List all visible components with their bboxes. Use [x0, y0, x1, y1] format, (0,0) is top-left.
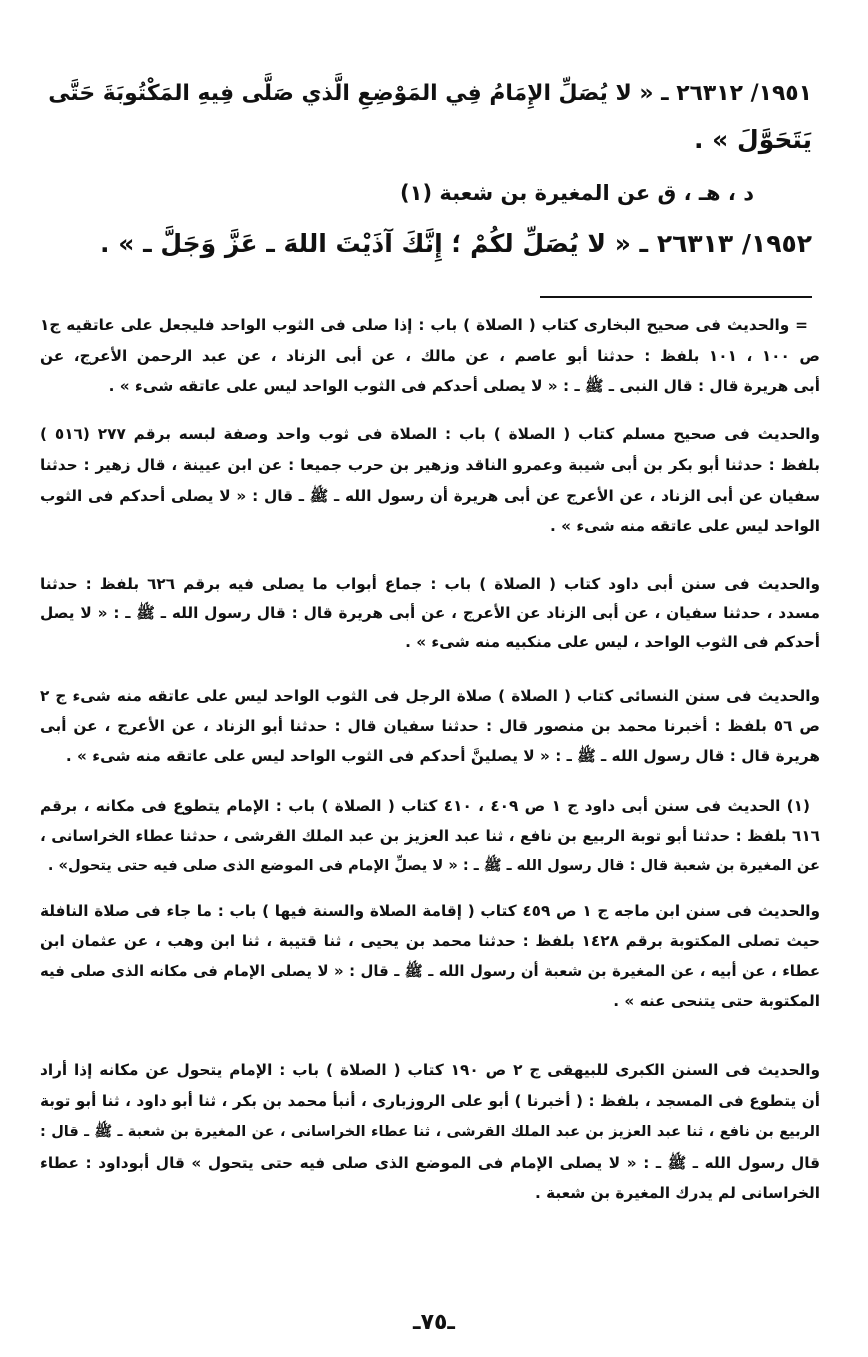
footnote-line: عن المغيرة بن شعبة قال : قال رسول الله ـ ﷺ ـ : « لا يصلِّ الإمام فى الموضع الذى صلى فيه حتى يتحول» . — [47, 857, 820, 874]
footnote-line: الخراسانى لم يدرك المغيرة بن شعبة . — [534, 1184, 820, 1202]
footnote-line: والحديث فى سنن أبى داود كتاب ( الصلاة ) باب : جماع أبواب ما يصلى فيه برقم ٦٢٦ بلفظ : حدثنا — [40, 575, 820, 593]
footnote-line: ٦١٦ بلفظ : حدثنا أبو توبة الربيع بن نافع ، ثنا عبد العزيز بن عبد الملك القرشى ، حدثنا عطاء الخراسانى ، — [40, 827, 820, 845]
footnote-line: والحديث فى سنن النسائى كتاب ( الصلاة ) صلاة الرجل فى الثوب الواحد ليس على عاتقه منه شىء ج ٢ — [40, 687, 820, 705]
footnote-line: عطاء ، عن أبيه ، عن المغيرة بن شعبة أن رسول الله ـ ﷺ ـ قال : « لا يصلى الإمام فى مكانه الذى صلى فيه — [40, 962, 820, 980]
footnote-line: هريرة قال : قال رسول الله ـ ﷺ ـ : « لا يصلينَّ أحدكم فى الثوب الواحد ليس على عاتقه منه شىء » . — [65, 747, 820, 765]
footnote-line: (١) الحديث فى سنن أبى داود ج ١ ص ٤٠٩ ، ٤١٠ كتاب ( الصلاة ) باب : الإمام يتطوع فى مكانه ، برقم — [40, 797, 810, 815]
footnote-line: ص ٥٦ بلفظ : أخبرنا محمد بن منصور قال : حدثنا سفيان قال : حدثنا أبو الزناد ، عن الأعرج ، عن أبى — [40, 717, 820, 735]
footnote-line: والحديث فى صحيح مسلم كتاب ( الصلاة ) باب : الصلاة فى ثوب واحد وصفة لبسه برقم ٢٧٧ (٥١٦ ) — [40, 425, 820, 443]
hadith-1951-line-1: ١٩٥١/ ٢٦٣١٢ ـ « لا يُصَلِّ الإِمَامُ فِي المَوْضِعِ الَّذي صَلَّى فِيهِ المَكْتُوبَةَ حَتَّى — [48, 81, 812, 106]
footnote-line: = والحديث فى صحيح البخارى كتاب ( الصلاة ) باب : إذا صلى فى الثوب الواحد فليجعل على عاتقيه ج١ — [40, 316, 808, 334]
footnote-separator — [540, 296, 812, 298]
footnote-line: أن يتطوع فى المسجد ، بلفظ : ( أخبرنا ) أبو على الروزبارى ، أنبأ محمد بن بكر ، ثنا أبو داود ، ثنا أبو توبة — [40, 1092, 820, 1110]
hadith-1952: ١٩٥٢/ ٢٦٣١٣ ـ « لا يُصَلِّ لكُمْ ؛ إِنَّكَ آذَيْتَ اللهَ ـ عَزَّ وَجَلَّ ـ » . — [100, 229, 812, 258]
footnote-line: قال رسول الله ـ ﷺ ـ : « لا يصلى الإمام فى الموضع الذى صلى فيه حتى يتحول » قال أبوداود : عطاء — [40, 1154, 820, 1172]
page-number: ـ٧٥ـ — [413, 1310, 455, 1335]
footnote-line: والحديث فى سنن ابن ماجه ج ١ ص ٤٥٩ كتاب ( إقامة الصلاة والسنة فيها ) باب : ما جاء فى صلاة النافلة — [40, 902, 820, 920]
footnote-line: ص ١٠٠ ، ١٠١ بلفظ : حدثنا أبو عاصم ، عن مالك ، عن أبى الزناد ، عن عبد الرحمن الأعرج، عن — [40, 347, 820, 365]
hadith-1951-line-2: يَتَحَوَّلَ » . — [693, 125, 812, 154]
footnote-line: أبى هريرة قال : قال النبى ـ ﷺ ـ : « لا يصلى أحدكم فى الثوب الواحد ليس على عاتقه شىء » . — [108, 377, 820, 395]
footnote-line: والحديث فى السنن الكبرى للبيهقى ج ٢ ص ١٩٠ كتاب ( الصلاة ) باب : الإمام يتحول عن مكانه إذا أراد — [40, 1061, 820, 1079]
footnote-line: أحدكم فى الثوب الواحد ، ليس على منكبيه منه شىء » . — [405, 633, 820, 651]
footnote-line: الربيع بن نافع ، ثنا عبد العزيز بن عبد الملك القرشى ، ثنا عطاء الخراسانى ، عن المغيرة بن شعبة ـ ﷺ ـ قال : — [40, 1124, 820, 1140]
footnote-line: المكتوبة حتى يتنحى عنه » . — [613, 992, 820, 1010]
footnote-line: الواحد ليس على عاتقه منه شىء » . — [550, 517, 820, 535]
footnote-line: مسدد ، حدثنا سفيان ، عن أبى الزناد عن الأعرج ، عن أبى هريرة قال : قال رسول الله ـ ﷺ ـ : « لا يصل — [40, 604, 820, 622]
footnote-line: بلفظ : حدثنا أبو بكر بن أبى شيبة وعمرو الناقد وزهير بن حرب جميعا : عن ابن عيينة ، قال زهير : حدثنا — [40, 456, 820, 474]
footnote-line: حيث تصلى المكتوبة برقم ١٤٢٨ بلفظ : حدثنا محمد بن يحيى ، ثنا قتيبة ، ثنا ابن وهب ، عن عثمان ابن — [40, 932, 820, 950]
footnote-line: سفيان عن أبى الزناد ، عن الأعرج عن أبى هريرة أن رسول الله ـ ﷺ ـ قال : « لا يصلى أحدكم فى الثوب — [40, 487, 820, 505]
hadith-sources: د ، هـ ، ق عن المغيرة بن شعبة (١) — [400, 181, 754, 205]
